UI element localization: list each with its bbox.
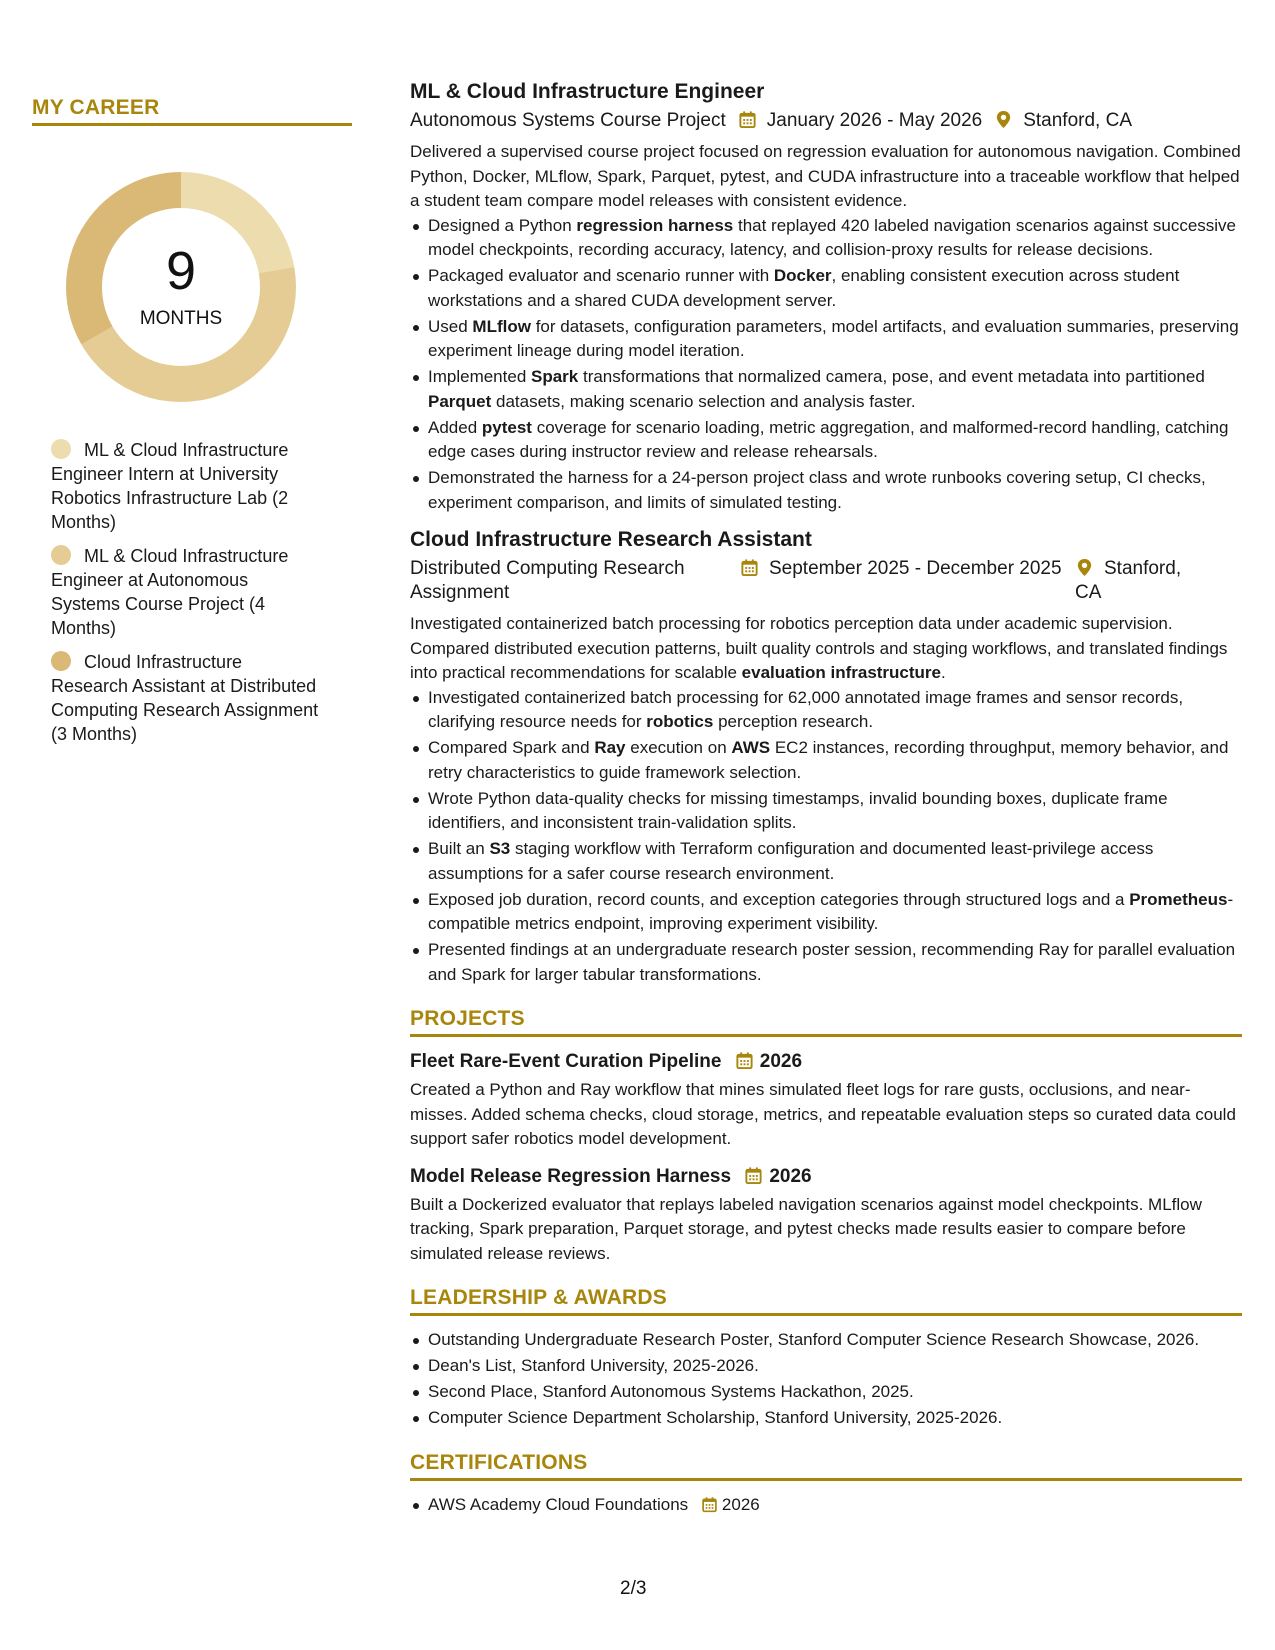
calendar-icon [744,1166,763,1185]
legend-item [51,650,321,746]
bullet-item: Added pytest coverage for scenario loading, metric aggregation, and malformed-record handling, catching edge cases during instructor review and release rehearsals. [428,416,1242,465]
job-meta [410,557,1242,605]
job-entry [410,526,1242,987]
job-bullets [410,686,1242,988]
project-description: Created a Python and Ray workflow that mines simulated fleet logs for rare gusts, occlusions, and near-misses. Added schema checks, cloud storage, metrics, and repeatable evaluation steps so curated data could support safer robotics model development. [410,1080,1236,1148]
career-legend [32,438,352,746]
total-months-value: 9 [165,241,197,301]
legend-dot [51,545,71,565]
job-org: Distributed Computing Research Assignment [410,558,685,603]
job-org: Autonomous Systems Course Project [410,110,726,131]
leadership-list [410,1328,1242,1431]
project-name: Fleet Rare-Event Curation Pipeline [410,1051,722,1072]
location-pin-icon [1075,558,1094,577]
project-name: Model Release Regression Harness [410,1165,732,1187]
calendar-icon [738,110,757,129]
calendar-icon [701,1496,718,1513]
bullet-item: Built an S3 staging workflow with Terraform configuration and documented least-privilege access assumptions for a safer course research environment. [428,837,1242,886]
career-section-title: MY CAREER [32,96,352,126]
job-location [994,109,1132,133]
bullet-item: Presented findings at an undergraduate research poster session, recommending Ray for parallel evaluation and Spark for larger tabular transformations. [428,938,1242,987]
certifications-list [410,1493,1242,1518]
job-summary: Investigated containerized batch processing for robotics perception data under academic supervision. Compared distributed execution patterns, built quality controls and staging workflows, and translated findings into practical recommendations for scalable evaluation infrastructure. [410,614,1228,682]
certifications-title: CERTIFICATIONS [410,1451,1242,1481]
job-title: ML & Cloud Infrastructure Engineer [410,80,765,103]
job-dates [740,557,1075,605]
job-location-text: Stanford, CA [1075,558,1182,603]
project-year: 2026 [759,1051,803,1072]
career-sidebar [32,96,352,756]
legend-label: Cloud Infrastructure Research Assistant at Distributed Computing Research Assignment (3 Months) [51,652,319,744]
job-title: Cloud Infrastructure Research Assistant [410,528,812,551]
award-item: Second Place, Stanford Autonomous Systems Hackathon, 2025. [428,1380,1242,1405]
project-header [410,1164,1242,1190]
bullet-item: Used MLflow for datasets, configuration parameters, model artifacts, and evaluation summaries, preserving experiment lineage during model iteration. [428,315,1242,364]
job-dates-text: September 2025 - December 2025 [769,558,1062,579]
certification-item [428,1493,1242,1518]
job-dates-text: January 2026 - May 2026 [766,110,983,131]
certification-year: 2026 [721,1494,760,1514]
award-item: Outstanding Undergraduate Research Poster, Stanford Computer Science Research Showcase, 2026. [428,1328,1242,1353]
project-description: Built a Dockerized evaluator that replays labeled navigation scenarios against model checkpoints. MLflow tracking, Spark preparation, Parquet storage, and pytest checks made results easier to compare before simulated release reviews. [410,1194,1202,1263]
legend-label: ML & Cloud Infrastructure Engineer at Autonomous Systems Course Project (4 Months) [51,546,289,638]
main-content [410,78,1242,1519]
projects-section [410,1007,1242,1266]
bullet-item: Wrote Python data-quality checks for missing timestamps, invalid bounding boxes, duplicate frame identifiers, and inconsistent train-validation splits. [428,787,1242,836]
page-number: 2/3 [620,1578,647,1599]
project-year: 2026 [769,1165,812,1187]
bullet-item: Compared Spark and Ray execution on AWS EC2 instances, recording throughput, memory behavior, and retry characteristics to guide framework selection. [428,736,1242,785]
job-entry [410,78,1242,515]
award-item: Computer Science Department Scholarship, Stanford University, 2025-2026. [428,1406,1242,1431]
leadership-section [410,1286,1242,1431]
certification-name: AWS Academy Cloud Foundations [428,1494,689,1514]
bullet-item: Exposed job duration, record counts, and exception categories through structured logs and a Prometheus-compatible metrics endpoint, improving experiment visibility. [428,888,1242,937]
projects-title: PROJECTS [410,1007,1242,1037]
career-donut-chart [66,172,296,402]
job-bullets [410,214,1242,516]
job-meta [410,109,1242,133]
bullet-item: Implemented Spark transformations that normalized camera, pose, and event metadata into partitioned Parquet datasets, making scenario selection and analysis faster. [428,365,1242,414]
legend-label: ML & Cloud Infrastructure Engineer Intern at University Robotics Infrastructure Lab (2 Months) [51,440,289,532]
job-dates [738,109,982,133]
certifications-section [410,1451,1242,1518]
project-entry [410,1049,1242,1152]
legend-item [51,438,321,534]
location-pin-icon [994,110,1013,129]
job-location [1075,557,1205,605]
legend-dot [51,439,71,459]
calendar-icon [735,1051,754,1070]
project-entry [410,1164,1242,1267]
bullet-item: Packaged evaluator and scenario runner with Docker, enabling consistent execution across student workstations and a shared CUDA development server. [428,264,1242,313]
job-summary: Delivered a supervised course project focused on regression evaluation for autonomous navigation. Combined Python, Docker, MLflow, Spark, Parquet, pytest, and CUDA infrastructure into a traceable workflow that helped a student team compare model releases with consistent evidence. [410,142,1241,210]
bullet-item: Demonstrated the harness for a 24-person project class and wrote runbooks covering setup, CI checks, experiment comparison, and limits of simulated testing. [428,466,1242,515]
bullet-item: Investigated containerized batch processing for 62,000 annotated image frames and sensor records, clarifying resource needs for robotics perception research. [428,686,1242,735]
legend-dot [51,651,71,671]
total-months-unit: MONTHS [139,308,223,329]
calendar-icon [740,558,759,577]
legend-item [51,544,321,640]
project-header [410,1049,1242,1075]
job-location-text: Stanford, CA [1023,110,1132,131]
award-item: Dean's List, Stanford University, 2025-2026. [428,1354,1242,1379]
leadership-title: LEADERSHIP & AWARDS [410,1286,1242,1316]
bullet-item: Designed a Python regression harness that replayed 420 labeled navigation scenarios against successive model checkpoints, recording accuracy, latency, and collision-proxy results for release decisions. [428,214,1242,263]
